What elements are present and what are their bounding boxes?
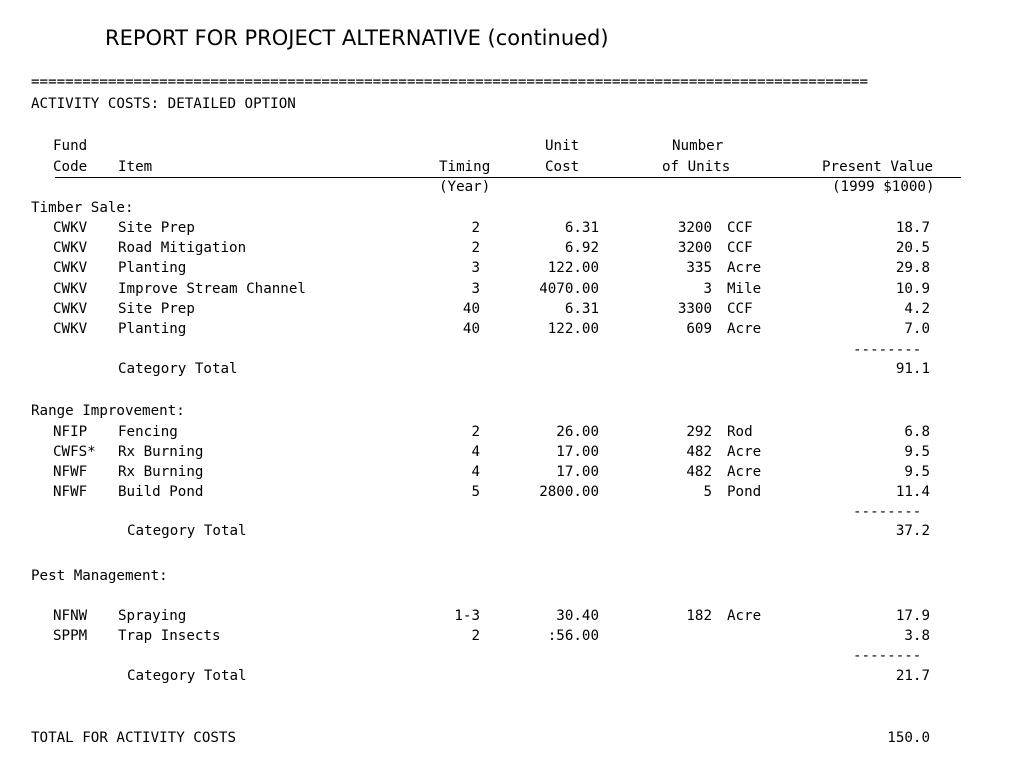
timing-value: 2 (471, 220, 480, 236)
units-number: 3 (703, 281, 712, 297)
present-value: 9.5 (904, 464, 930, 480)
item-name: Planting (118, 321, 187, 337)
timing-value: 2 (471, 628, 480, 644)
header-item: Item (118, 159, 153, 175)
fund-code: CWKV (53, 220, 88, 236)
present-value: 4.2 (904, 301, 930, 317)
units-label: Acre (727, 464, 762, 480)
units-number: 335 (686, 260, 712, 276)
subtotal-dashes: -------- (853, 342, 922, 358)
header-of-units: of Units (662, 159, 731, 175)
item-name: Rx Burning (118, 464, 204, 480)
header-underline (55, 177, 961, 178)
timing-value: 2 (471, 424, 480, 440)
fund-code: CWKV (53, 260, 88, 276)
fund-code: CWKV (53, 301, 88, 317)
category-name: Pest Management: (31, 568, 168, 584)
item-name: Build Pond (118, 484, 204, 500)
present-value: 20.5 (895, 240, 930, 256)
units-label: Rod (727, 424, 753, 440)
fund-code: NFNW (53, 608, 88, 624)
timing-value: 4 (471, 444, 480, 460)
units-label: Acre (727, 260, 762, 276)
fund-code: CWKV (53, 321, 88, 337)
units-number: 482 (686, 464, 712, 480)
header-timing: Timing (439, 159, 491, 175)
category-total-value: 91.1 (895, 361, 930, 377)
timing-value: 40 (462, 301, 480, 317)
header-code: Code (53, 159, 88, 175)
fund-code: NFIP (53, 424, 88, 440)
units-label: CCF (727, 301, 753, 317)
unit-cost-value: 6.92 (564, 240, 599, 256)
timing-value: 2 (471, 240, 480, 256)
grand-total-value: 150.0 (887, 730, 930, 746)
units-number: 3200 (677, 240, 712, 256)
units-label: Acre (727, 608, 762, 624)
fund-code: SPPM (53, 628, 88, 644)
present-value: 6.8 (904, 424, 930, 440)
timing-value: 3 (471, 260, 480, 276)
unit-cost-value: 17.00 (556, 444, 599, 460)
units-number: 182 (686, 608, 712, 624)
item-name: Planting (118, 260, 187, 276)
grand-total-label: TOTAL FOR ACTIVITY COSTS (31, 730, 236, 746)
units-number: 5 (703, 484, 712, 500)
report-title: REPORT FOR PROJECT ALTERNATIVE (continued) (105, 26, 609, 50)
unit-cost-value: 6.31 (564, 301, 599, 317)
present-value: 17.9 (895, 608, 930, 624)
item-name: Rx Burning (118, 444, 204, 460)
unit-cost-value: 26.00 (556, 424, 599, 440)
units-label: CCF (727, 240, 753, 256)
units-label: Mile (727, 281, 762, 297)
units-number: 482 (686, 444, 712, 460)
timing-value: 1-3 (454, 608, 480, 624)
category-name: Timber Sale: (31, 200, 134, 216)
unit-cost-value: 122.00 (547, 260, 599, 276)
unit-cost-value: 6.31 (564, 220, 599, 236)
present-value: 29.8 (895, 260, 930, 276)
units-number: 3300 (677, 301, 712, 317)
section-heading: ACTIVITY COSTS: DETAILED OPTION (31, 96, 296, 112)
header-number: Number (672, 138, 724, 154)
present-value: 9.5 (904, 444, 930, 460)
item-name: Spraying (118, 608, 187, 624)
header-cost: Cost (545, 159, 580, 175)
category-total-label: Category Total (118, 361, 238, 377)
present-value: 18.7 (895, 220, 930, 236)
present-value: 10.9 (895, 281, 930, 297)
timing-value: 40 (462, 321, 480, 337)
item-name: Improve Stream Channel (118, 281, 306, 297)
category-total-value: 37.2 (895, 523, 930, 539)
units-label: Pond (727, 484, 762, 500)
units-number: 3200 (677, 220, 712, 236)
units-number: 609 (686, 321, 712, 337)
unit-cost-value: :56.00 (547, 628, 599, 644)
header-present-value: Present Value (822, 159, 934, 175)
item-name: Fencing (118, 424, 178, 440)
fund-code: CWKV (53, 240, 88, 256)
fund-code: CWFS* (53, 444, 96, 460)
units-number: 292 (686, 424, 712, 440)
present-value: 7.0 (904, 321, 930, 337)
header-pv-unit: (1999 $1000) (832, 179, 935, 195)
fund-code: NFWF (53, 484, 88, 500)
category-total-label: Category Total (127, 668, 247, 684)
present-value: 11.4 (895, 484, 930, 500)
unit-cost-value: 122.00 (547, 321, 599, 337)
fund-code: NFWF (53, 464, 88, 480)
unit-cost-value: 2800.00 (539, 484, 599, 500)
units-label: CCF (727, 220, 753, 236)
unit-cost-value: 4070.00 (539, 281, 599, 297)
unit-cost-value: 17.00 (556, 464, 599, 480)
header-timing-unit: (Year) (439, 179, 491, 195)
header-unit: Unit (545, 138, 580, 154)
separator-line: ================================================================================================== (31, 74, 869, 90)
category-name: Range Improvement: (31, 403, 185, 419)
subtotal-dashes: -------- (853, 648, 922, 664)
subtotal-dashes: -------- (853, 504, 922, 520)
item-name: Site Prep (118, 220, 195, 236)
fund-code: CWKV (53, 281, 88, 297)
timing-value: 4 (471, 464, 480, 480)
present-value: 3.8 (904, 628, 930, 644)
timing-value: 3 (471, 281, 480, 297)
item-name: Trap Insects (118, 628, 221, 644)
units-label: Acre (727, 444, 762, 460)
units-label: Acre (727, 321, 762, 337)
item-name: Site Prep (118, 301, 195, 317)
item-name: Road Mitigation (118, 240, 247, 256)
category-total-label: Category Total (127, 523, 247, 539)
timing-value: 5 (471, 484, 480, 500)
unit-cost-value: 30.40 (556, 608, 599, 624)
category-total-value: 21.7 (895, 668, 930, 684)
header-fund: Fund (53, 138, 88, 154)
